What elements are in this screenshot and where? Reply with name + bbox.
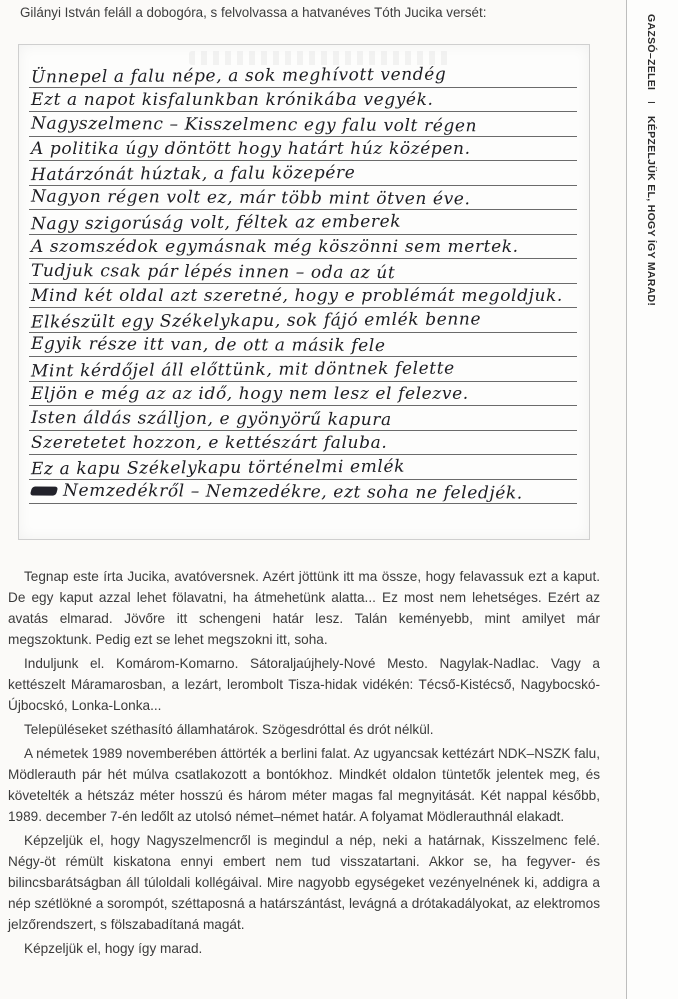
handwritten-poem-sheet [18, 44, 590, 540]
poem-line-text: Nemzedékről – Nemzedékre, ezt soha ne feledjék. [62, 480, 523, 504]
paragraph: A németek 1989 novemberében áttörték a berlini falat. Az ugyancsak kettézárt NDK–NSZK falu, Mödlerauth pár hét múlva csatlakozott a bontókhoz. Mindkét oldalon tüntetők jelentek meg, és követelték a hétszáz méter hosszú és három méter magas fal megnyitását. Két nappal később, 1989. december 7-én ledőlt az utolsó német–német határ. A folyamat Mödlerauthnál elakadt. [8, 746, 600, 824]
paragraph: Képzeljük el, hogy így marad. [24, 941, 203, 956]
poem-line: Szeretetet hozzon, e kettészárt faluba. [29, 431, 577, 456]
poem-line: Eljön e még az az idő, hogy nem lesz el felezve. [29, 382, 577, 407]
poem-line: Egyik része itt van, de ott a másik fele [29, 333, 577, 358]
poem-line: Tudjuk csak pár lépés innen – oda az út [29, 259, 577, 284]
poem-lines [19, 63, 589, 504]
crossed-out-scribble [30, 487, 58, 496]
poem-line: Nagy szigorúság volt, féltek az emberek [29, 210, 577, 235]
paragraph: Induljunk el. Komárom-Komarno. Sátoraljaújhely-Nové Mesto. Nagylak-Nadlac. Vagy a kettészelt Máramarosban, a lezárt, lerombolt Tisza-hidak vidékén: Técső-Kistécső, Nagybocskó-Újbocskó, Lonka-Lonka... [8, 656, 600, 713]
paragraph: Településeket széthasító államhatárok. Szögesdróttal és drót nélkül. [24, 722, 434, 737]
poem-line: A politika úgy döntött hogy határt húz középen. [29, 137, 577, 162]
article-body [8, 566, 600, 962]
poem-line: Elkészült egy Székelykapu, sok fájó emlék benne [29, 308, 577, 333]
poem-line: Határzónát húztak, a falu közepére [29, 161, 577, 186]
poem-line: Ünnepel a falu népe, a sok meghívott vendég [29, 63, 577, 88]
paragraph: Tegnap este írta Jucika, avatóversnek. Azért jöttünk itt ma össze, hogy felavassuk ezt a kaput. De egy kaput azzal lehet fölavatni, ha átmehetünk alatta... Ez most nem lehetséges. Ezért az avatás elmarad. Jövőre itt schengeni határ lesz. Talán keményebb, mint amilyet már megszoktunk. Pedig ezt se lehet megszokni itt, soha. [8, 569, 600, 647]
paragraph: Képzeljük el, hogy Nagyszelmencről is megindul a nép, neki a határnak, Kisszelmenc felé. Négy-öt rémült kiskatona ennyi embert nem tud visszatartani. Akkor se, ha fegyver- és bilincsbarátságban áll túloldali kollégáival. Mire nagyobb egységeket vezényelnének ki, addigra a nép szétlökné a sorompót, széttaposná a határszántást, levágná a drótakadályokat, az elektromos jelzőrendszert, s fölszabadítaná magát. [8, 833, 600, 932]
poem-line: Mind két oldal azt szeretné, hogy e problémát megoldjuk. [29, 284, 577, 309]
poem-line: Nagyszelmenc – Kisszelmenc egy falu volt régen [29, 112, 577, 137]
running-author: GAZSÓ–ZELEI [645, 14, 657, 91]
running-separator: I [645, 101, 657, 105]
poem-line: Ez a kapu Székelykapu történelmi emlék [29, 455, 577, 480]
poem-line: Ezt a napot kisfalunkban krónikába vegyék. [29, 88, 577, 113]
running-title [645, 14, 657, 306]
poem-line: A szomszédok egymásnak még köszönni sem mertek. [29, 235, 577, 260]
running-header-sidebar [626, 0, 678, 999]
running-title-text: KÉPZELJÜK EL, HOGY ÍGY MARAD! [645, 115, 657, 307]
poem-line: Isten áldás szálljon, e gyönyörű kapura [29, 406, 577, 431]
poem-line: Nagyon régen volt ez, már több mint ötven éve. [29, 186, 577, 211]
poem-line [29, 480, 577, 505]
intro-caption: Gilányi István feláll a dobogóra, s felvolvassa a hatvanéves Tóth Jucika versét: [20, 5, 487, 20]
poem-line: Mint kérdőjel áll előttünk, mit döntnek felette [29, 357, 577, 382]
